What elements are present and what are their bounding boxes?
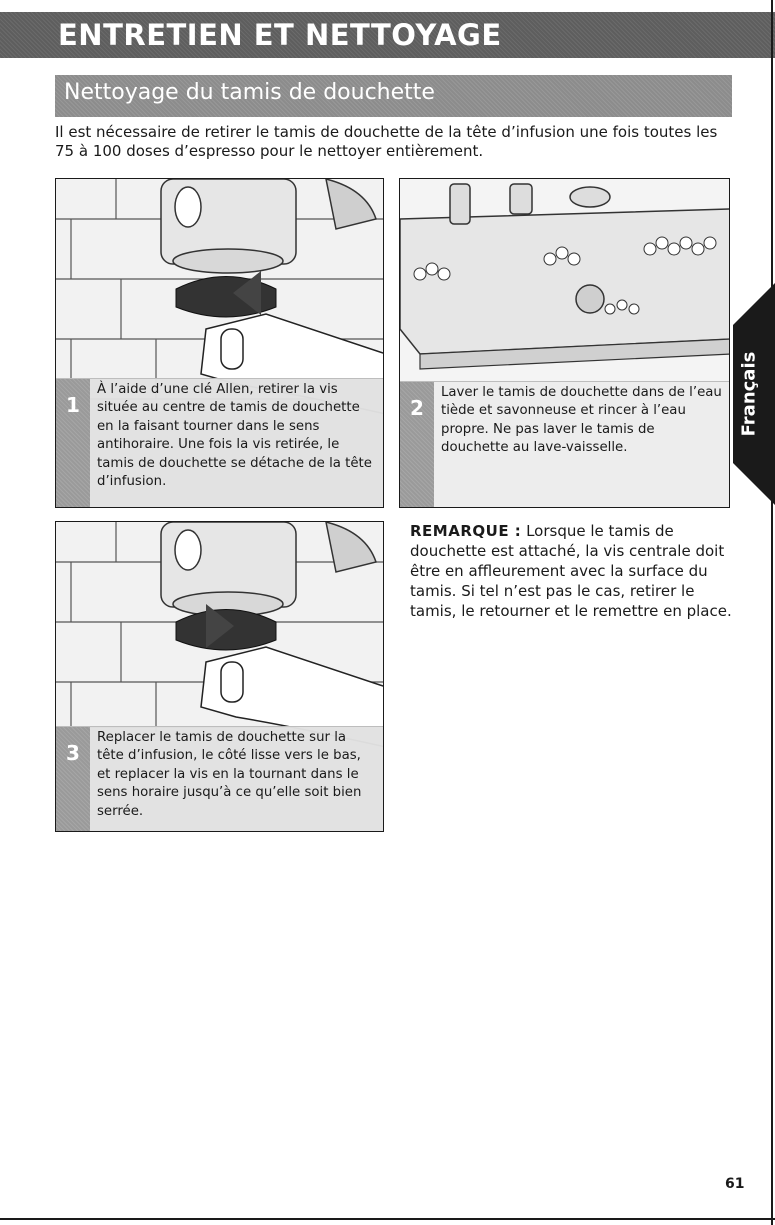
bottom-edge-rule	[0, 1218, 775, 1220]
step-1-text: À l’aide d’une clé Allen, retirer la vis située au centre de tamis de douchette en la faisant tourner dans le sens antihoraire. Une fois la vis retirée, le tamis de douchette se détache de la tête d’infusion.	[97, 382, 372, 490]
step-3-caption	[56, 726, 383, 831]
page-title: ENTRETIEN ET NETTOYAGE	[58, 18, 502, 52]
step-3-text: Replacer le tamis de douchette sur la tête d’infusion, le côté lisse vers le bas, et replacer la vis en la tournant dans le sens horaire jusqu’à ce qu’elle soit bien serrée.	[97, 730, 362, 819]
page-header-banner	[0, 12, 775, 58]
step-1-panel	[55, 178, 384, 508]
right-edge-rule	[771, 0, 773, 1225]
language-tab-label: Français	[738, 351, 760, 437]
page-number: 61	[725, 1176, 745, 1192]
step-3-badge: 3	[56, 727, 90, 831]
step-2-badge: 2	[400, 382, 434, 507]
section-title: Nettoyage du tamis de douchette	[64, 80, 435, 105]
section-header-banner	[55, 75, 732, 117]
note-label: REMARQUE :	[410, 522, 522, 540]
step-2-panel	[399, 178, 730, 508]
language-tab	[733, 283, 775, 505]
step-1-caption	[56, 378, 383, 507]
step-1-badge: 1	[56, 379, 90, 507]
step-3-panel	[55, 521, 384, 832]
intro-paragraph: Il est nécessaire de retirer le tamis de douchette de la tête d’infusion une fois toutes les 75 à 100 doses d’espresso pour le nettoyer entièrement.	[55, 123, 718, 160]
step-2-text: Laver le tamis de douchette dans de l’eau tiède et savonneuse et rincer à l’eau propre. Ne pas laver le tamis de douchette au lave-vaisselle.	[441, 385, 722, 456]
step-2-caption	[400, 381, 729, 507]
note-text: Lorsque le tamis de douchette est attaché, la vis centrale doit être en affleurement avec la surface du tamis. Si tel n’est pas le cas, retirer le tamis, le retourner et le remettre en place.	[410, 522, 732, 620]
note-paragraph	[410, 521, 740, 621]
